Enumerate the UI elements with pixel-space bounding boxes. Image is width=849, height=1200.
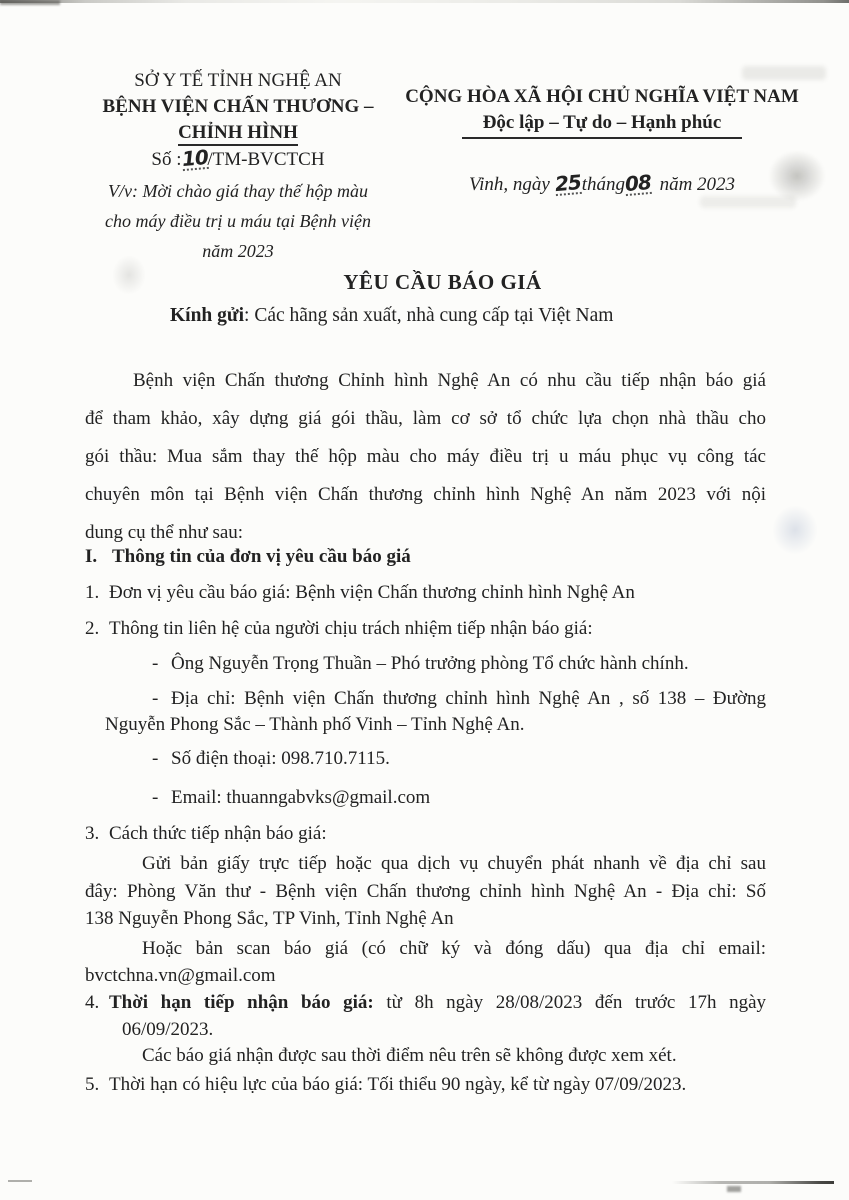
issuer-org-line2: CHỈNH HÌNH [88,120,388,146]
scan-artifact-top-edge [0,0,849,3]
intro-line: gói thầu: Mua sắm thay thế hộp màu cho máy điều trị u máu phục vụ công tác [85,446,766,467]
list-item: 1. Đơn vị yêu cầu báo giá: Bệnh viện Chấn thương chỉnh hình Nghệ An [85,582,635,603]
intro-line: để tham khảo, xây dựng giá gói thầu, làm cơ sở tổ chức lựa chọn nhà thầu cho [85,408,766,429]
document-number-line: Số :10/TM-BVCTCH [151,144,325,172]
scan-artifact-corner-smear [0,0,60,5]
handwritten-day: 25 [553,169,582,197]
sub-item: - Số điện thoại: 098.710.7115. [152,748,390,769]
scan-artifact-scratch-tick [727,1186,741,1192]
section-heading: I. Thông tin của đơn vị yêu cầu báo giá [85,546,411,567]
national-title: CỘNG HÒA XÃ HỘI CHỦ NGHĨA VIỆT NAM [405,86,799,107]
paragraph-line: Hoặc bản scan báo giá (có chữ ký và đóng dấu) qua địa chỉ email: [142,938,766,959]
scan-artifact-smudge-2 [772,505,818,555]
sub-item: - Địa chỉ: Bệnh viện Chấn thương chỉnh hình Nghệ An , số 138 – Đường [152,688,766,709]
national-motto: Độc lập – Tự do – Hạnh phúc [482,112,722,133]
scan-artifact-bleedthrough-1 [742,66,826,80]
list-item-continuation: 06/09/2023. [122,1019,214,1040]
paragraph-line: 138 Nguyễn Phong Sắc, TP Vinh, Tỉnh Nghệ An [85,908,454,929]
issuer-block [88,68,388,266]
intro-line: chuyên môn tại Bệnh viện Chấn thương chỉnh hình Nghệ An năm 2023 với nội [85,484,766,505]
place-date-line: Vinh, ngày 25tháng08 năm 2023 [468,169,736,197]
scan-artifact-scratch-line [672,1181,834,1184]
paragraph-line: bvctchna.vn@gmail.com [85,965,276,986]
list-item: 3. Cách thức tiếp nhận báo giá: [85,823,327,844]
list-item: 4. Thời hạn tiếp nhận báo giá: từ 8h ngày 28/08/2023 đến trước 17h ngày [85,992,767,1013]
body-section [85,544,766,1098]
list-item: 2. Thông tin liên hệ của người chịu trách nhiệm tiếp nhận báo giá: [85,618,593,639]
intro-line: Bệnh viện Chấn thương Chỉnh hình Nghệ An có nhu cầu tiếp nhận báo giá [133,370,766,391]
sub-item: - Ông Nguyễn Trọng Thuần – Phó trưởng phòng Tổ chức hành chính. [152,653,689,674]
paragraph-line: Các báo giá nhận được sau thời điểm nêu trên sẽ không được xem xét. [142,1045,677,1066]
handwritten-document-number: 10 [180,144,209,172]
motto-underline [462,137,742,139]
list-item: 5. Thời hạn có hiệu lực của báo giá: Tối thiểu 90 ngày, kể từ ngày 07/09/2023. [85,1074,687,1095]
intro-line: dung cụ thể như sau: [85,522,244,543]
handwritten-month: 08 [623,169,652,197]
issuer-org-line1: BỆNH VIỆN CHẤN THƯƠNG – [102,96,374,117]
paragraph-line: Gửi bản giấy trực tiếp hoặc qua dịch vụ chuyển phát nhanh về địa chỉ sau [142,853,766,874]
salutation: Kính gửi: Các hãng sản xuất, nhà cung cấp tại Việt Nam [170,305,614,326]
paragraph-line: đây: Phòng Văn thư - Bệnh viện Chấn thương chỉnh hình Nghệ An - Địa chỉ: Số [85,881,766,902]
scan-artifact-bottom-left-dash [8,1180,32,1182]
sub-item: - Email: thuanngabvks@gmail.com [152,787,431,808]
national-header-block [398,84,806,196]
document-subject: V/v: Mời chào giá thay thế hộp màu cho máy điều trị u máu tại Bệnh viện năm 2023 [105,181,371,261]
document-title: YÊU CẦU BÁO GIÁ [343,270,542,294]
issuer-department: SỞ Y TẾ TỈNH NGHỆ AN [134,70,342,91]
intro-paragraph [85,362,766,552]
sub-item-continuation: Nguyễn Phong Sắc – Thành phố Vinh – Tỉnh Nghệ An. [105,714,525,735]
